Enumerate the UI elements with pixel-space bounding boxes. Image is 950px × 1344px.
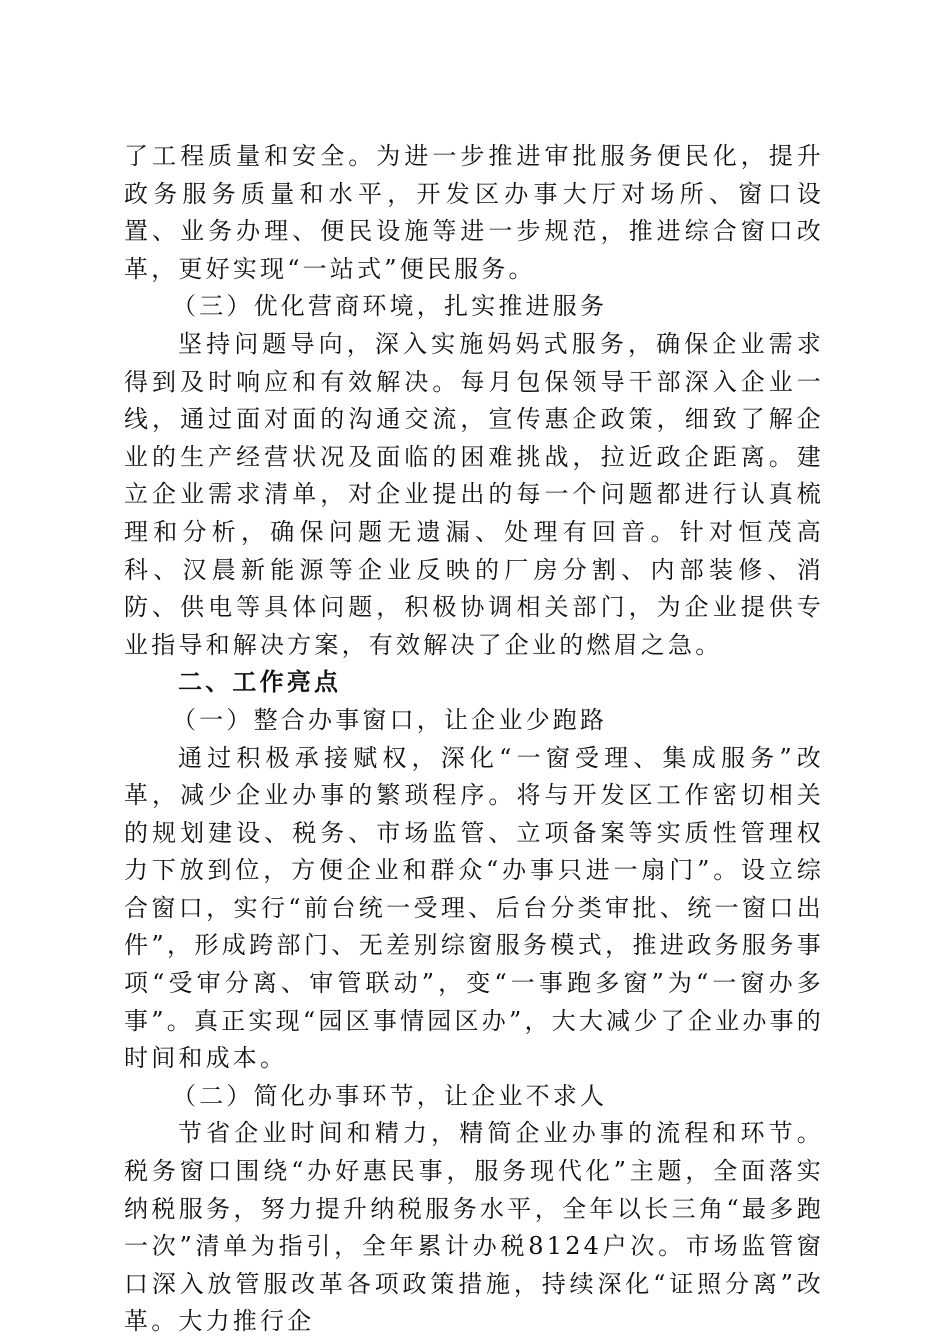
- paragraph-problem-oriented: 坚持问题导向，深入实施妈妈式服务，确保企业需求得到及时响应和有效解决。每月包保领导干部深入企业一线，通过面对面的沟通交流，宣传惠企政策，细致了解企业的生产经营状况及面临的困难挑战，拉近政企距离。建立企业需求清单，对企业提出的每一个问题都进行认真梳理和分析，确保问题无遗漏、处理有回音。针对恒茂高科、汉晨新能源等企业反映的厂房分割、内部装修、消防、供电等具体问题，积极协调相关部门，为企业提供专业指导和解决方案，有效解决了企业的燃眉之急。: [124, 329, 824, 659]
- sub-heading-simplify-procedures: （二）简化办事环节，让企业不求人: [172, 1081, 608, 1110]
- paragraph-one-window: 通过积极承接赋权，深化“一窗受理、集成服务”改革，减少企业办事的繁琐程序。将与开发区工作密切相关的规划建设、税务、市场监管、立项备案等实质性管理权力下放到位，方便企业和群众“办事只进一扇门”。设立综合窗口，实行“前台统一受理、后台分类审批、统一窗口出件”，形成跨部门、无差别综窗服务模式，推进政务服务事项“受审分离、审管联动”，变“一事跑多窗”为“一窗办多事”。真正实现“园区事情园区办”，大大减少了企业办事的时间和成本。: [124, 743, 824, 1073]
- sub-heading-business-environment: （三）优化营商环境，扎实推进服务: [172, 292, 608, 321]
- section-heading-highlights: 二、工作亮点: [178, 668, 342, 697]
- document-body: [124, 138, 824, 1341]
- paragraph-tax-market: 节省企业时间和精力，精简企业办事的流程和环节。税务窗口围绕“办好惠民事，服务现代化”主题，全面落实纳税服务，努力提升纳税服务水平，全年以长三角“最多跑一次”清单为指引，全年累计办税8124户次。市场监管窗口深入放管服改革各项政策措施，持续深化“证照分离”改革。大力推行企: [124, 1119, 824, 1336]
- paragraph-quality-safety: 了工程质量和安全。为进一步推进审批服务便民化，提升政务服务质量和水平，开发区办事大厅对场所、窗口设置、业务办理、便民设施等进一步规范，推进综合窗口改革，更好实现“一站式”便民服务。: [124, 142, 824, 283]
- sub-heading-integrate-windows: （一）整合办事窗口，让企业少跑路: [172, 705, 608, 734]
